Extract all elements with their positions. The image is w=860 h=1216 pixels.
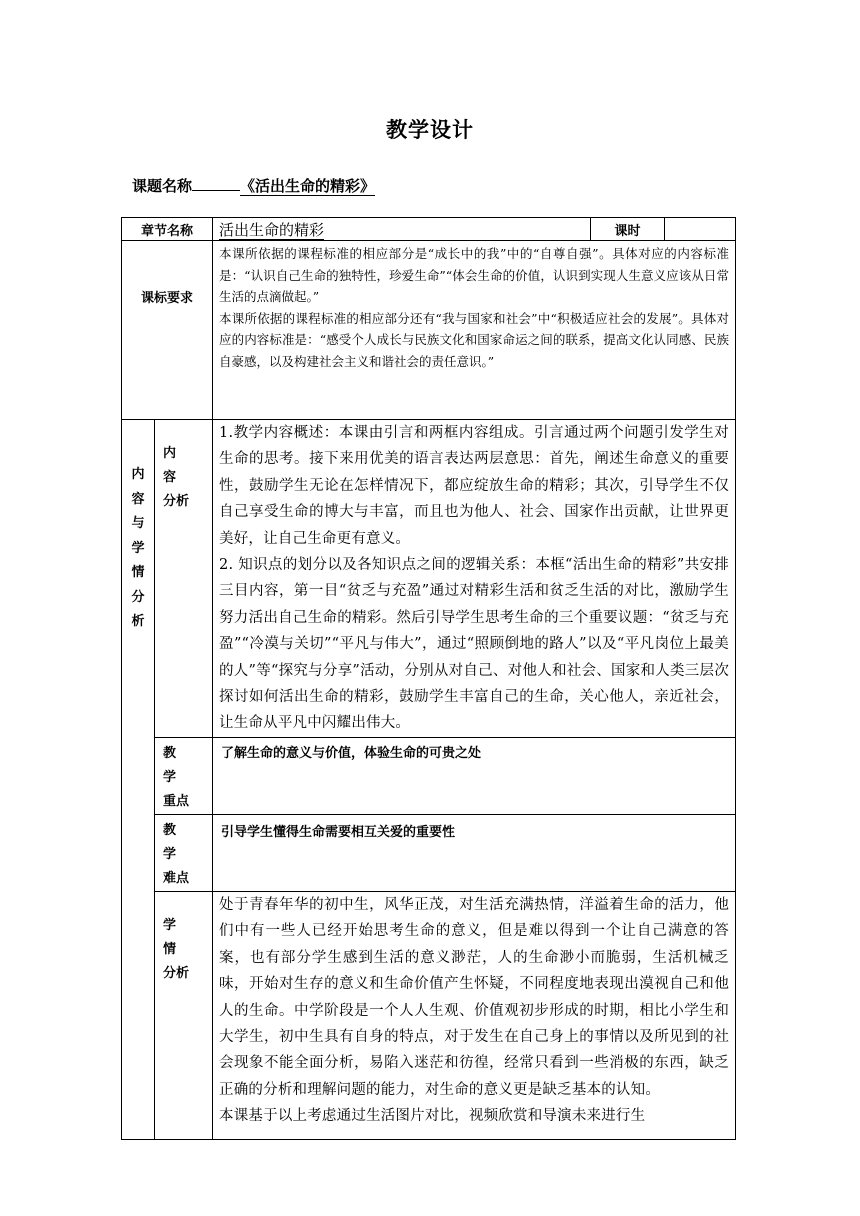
standard-row [122,241,736,420]
content-analysis-label: 内 容 分析 [155,420,213,738]
key-point-text: 了解生命的意义与价值，体验生命的可贵之处 [213,738,736,815]
key-point-row [122,738,736,815]
student-paragraph: 处于青春年华的初中生，风华正茂，对生活充满热情，洋溢着生命的活力，他们中有一些人已经开始思考生命的意义，但是难以得到一个让自己满意的答案，也有部分学生感到生活的意义渺茫，人的生命渺小而脆弱，生活机械乏味，开始对生存的意义和生命价值产生怀疑，不同程度地表现出漠视自己和他人的生命。中学阶段是一个人人生观、价值观初步形成的时期，相比小学生和大学生，初中生具有自身的特点，对于发生在自己身上的事情以及所见到的社会现象不能全面分析，易陷入迷茫和彷徨，经常只看到一些消极的东西，缺乏正确的分析和理解问题的能力，对生命的意义更是缺乏基本的认知。 [219,897,730,1098]
course-blank-underline [192,176,240,191]
content-row [122,420,736,738]
content-analysis-text [213,420,736,738]
course-name: 《活出生命的精彩》 [240,177,376,195]
difficulty-text: 引导学生懂得生命需要相互关爱的重要性 [213,815,736,892]
course-label: 课题名称 [132,177,193,195]
standard-paragraph: 本课所依据的课程标准的相应部分是“成长中的我”中的“自尊自强”。具体对应的内容标准是：“认识自己生命的独特性，珍爱生命”“体会生命的价值，认识到实现人生意义应该从日常生活的点滴做起。” [219,246,730,304]
student-analysis-label: 学 情 分析 [155,892,213,1140]
document-title: 教学设计 [386,118,474,142]
content-paragraph: 1.教学内容概述：本课由引言和两框内容组成。引言通过两个问题引发学生对生命的思考。接下来用优美的语言表达两层意思：首先，阐述生命意义的重要性，鼓励学生无论在怎样情况下，都应绽放生命的精彩；其次，引导学生不仅自己享受生命的博大与丰富，而且也为他人、社会、国家作出贡献，让世界更美好，让自己生命更有意义。 [219,425,730,547]
chapter-label: 章节名称 [122,218,213,241]
student-analysis-text [213,892,736,1140]
chapter-value: 活出生命的精彩 [219,221,325,239]
student-paragraph: 本课基于以上考虑通过生活图片对比，视频欣赏和导演未来进行生 [219,1108,646,1125]
analysis-vertical-label: 内 容 与 学 情 分 析 [122,420,155,1140]
student-analysis-row [122,892,736,1140]
lesson-design-table [121,217,736,1140]
chapter-row [122,218,736,241]
key-point-label: 教 学 重点 [155,738,213,815]
difficulty-label: 教 学 难点 [155,815,213,892]
hours-value [665,218,736,241]
content-paragraph: 2. 知识点的划分以及各知识点之间的逻辑关系：本框“活出生命的精彩”共安排三目内容，第一目“贫乏与充盈”通过对精彩生活和贫乏生活的对比，激励学生努力活出自己生命的精彩。然后引导学生思考生命的三个重要议题：“贫乏与充盈”“冷漠与关切”“平凡与伟大”，通过“照顾倒地的路人”以及“平凡岗位上最美的人”等“探究与分享”活动，分别从对自己、对他人和社会、国家和人类三层次探讨如何活出生命的精彩，鼓励学生丰富自己的生命，关心他人，亲近社会，让生命从平凡中闪耀出伟大。 [219,557,730,732]
standard-paragraph: 本课所依据的课程标准的相应部分还有“我与国家和社会”中“积极适应社会的发展”。具体对应的内容标准是：“感受个人成长与民族文化和国家命运之间的联系，提高文化认同感、民族自豪感，以及构建社会主义和谐社会的责任意识。” [219,310,730,369]
course-title-line [132,175,375,196]
chapter-value-cell [213,218,591,241]
standard-text-cell [213,241,736,420]
standard-label: 课标要求 [122,241,213,420]
hours-label: 课时 [591,218,665,241]
difficulty-row [122,815,736,892]
